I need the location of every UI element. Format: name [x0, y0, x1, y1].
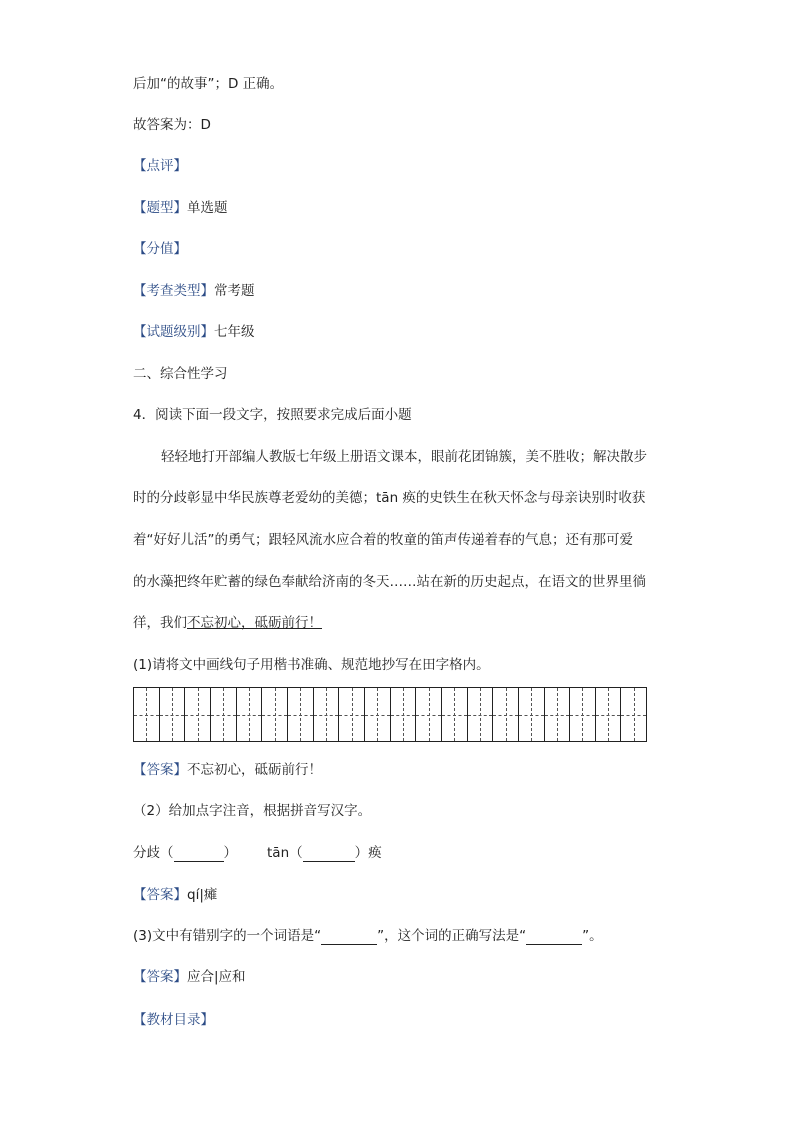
grid-guide-vertical: [506, 688, 507, 741]
passage-line: [133, 614, 663, 632]
answer-2-line: [133, 886, 217, 904]
item-text: 分歧（: [133, 845, 174, 861]
answer-value: 应合|应和: [187, 969, 246, 985]
grid-cell[interactable]: [185, 688, 211, 741]
grid-cell[interactable]: [442, 688, 468, 741]
passage-line: 的水藻把终年贮蓄的绿色奉献给济南的冬天……站在新的历史起点，在语文的世界里徜: [133, 574, 646, 590]
grid-cell[interactable]: [160, 688, 186, 741]
grid-cell[interactable]: [262, 688, 288, 741]
answer-3-line: [133, 968, 246, 986]
answer-blank[interactable]: [303, 847, 355, 862]
item-text: tān（: [267, 845, 303, 861]
grid-guide-vertical: [582, 688, 583, 741]
grid-cell[interactable]: [237, 688, 263, 741]
grid-guide-vertical: [275, 688, 276, 741]
answer-label: 【答案】: [133, 887, 187, 903]
grid-guide-vertical: [454, 688, 455, 741]
subquestion-3-prompt: [133, 927, 603, 945]
grid-cell[interactable]: [391, 688, 417, 741]
exam-type-line: [133, 282, 255, 300]
exam-type-label: 【考查类型】: [133, 283, 214, 299]
grid-guide-vertical: [300, 688, 301, 741]
passage-line: 着“好好儿活”的勇气；跟轻风流水应合着的牧童的笛声传递着春的气息；还有那可爱: [133, 532, 633, 548]
grid-guide-vertical: [480, 688, 481, 741]
item-text: ）: [223, 845, 237, 861]
grid-cell[interactable]: [570, 688, 596, 741]
passage-text: 徉，我们: [133, 615, 187, 631]
question-type-line: [133, 199, 228, 217]
grid-cell[interactable]: [621, 688, 646, 741]
answer-label: 【答案】: [133, 969, 187, 985]
grid-cell[interactable]: [468, 688, 494, 741]
grid-guide-vertical: [403, 688, 404, 741]
answer-value: qí|瘫: [187, 887, 218, 903]
answer-label: 【答案】: [133, 762, 187, 778]
grid-guide-vertical: [557, 688, 558, 741]
section-heading: 二、综合性学习: [133, 366, 228, 382]
underlined-sentence: 不忘初心，砥砺前行！: [187, 615, 322, 631]
grid-guide-vertical: [326, 688, 327, 741]
passage-line: 时的分歧彰显中华民族尊老爱幼的美德；tān 痪的史铁生在秋天怀念与母亲诀别时收获: [133, 490, 646, 506]
grid-guide-vertical: [223, 688, 224, 741]
question-4-heading: 4．阅读下面一段文字，按照要求完成后面小题: [133, 407, 412, 423]
tianzi-grid: [133, 687, 647, 742]
grid-cell[interactable]: [519, 688, 545, 741]
grid-guide-vertical: [172, 688, 173, 741]
answer-1-line: [133, 761, 322, 779]
answer-blank[interactable]: [526, 930, 582, 945]
level-line: [133, 323, 255, 341]
prompt-text: (3)文中有错别字的一个词语是“: [133, 928, 322, 944]
grid-cell[interactable]: [314, 688, 340, 741]
grid-guide-vertical: [198, 688, 199, 741]
prompt-text: ”，这个词的正确写法是“: [377, 928, 527, 944]
subquestion-2-items: [133, 844, 382, 862]
grid-guide-vertical: [608, 688, 609, 741]
passage-line: 轻轻地打开部编人教版七年级上册语文课本，眼前花团锦簇，美不胜收；解决散步: [161, 449, 647, 465]
level-value: 七年级: [214, 324, 255, 340]
grid-cell[interactable]: [339, 688, 365, 741]
exam-type-value: 常考题: [214, 283, 255, 299]
subquestion-1-prompt: (1)请将文中画线句子用楷书准确、规范地抄写在田字格内。: [133, 657, 490, 673]
subquestion-2-prompt: （2）给加点字注音，根据拼音写汉字。: [133, 803, 372, 819]
grid-guide-vertical: [146, 688, 147, 741]
question-type-label: 【题型】: [133, 200, 187, 216]
item-text: ）痪: [354, 845, 382, 861]
level-label: 【试题级别】: [133, 324, 214, 340]
answer-blank[interactable]: [174, 847, 224, 862]
answer-value: 不忘初心，砥砺前行！: [187, 762, 322, 778]
text-line: 后加“的故事”；D 正确。: [133, 76, 284, 92]
grid-guide-vertical: [249, 688, 250, 741]
grid-cell[interactable]: [493, 688, 519, 741]
grid-cell[interactable]: [416, 688, 442, 741]
textbook-catalog-label: 【教材目录】: [133, 1012, 214, 1028]
grid-cell[interactable]: [288, 688, 314, 741]
comment-label: 【点评】: [133, 158, 187, 174]
grid-guide-vertical: [377, 688, 378, 741]
grid-guide-vertical: [634, 688, 635, 741]
text-line: 故答案为：D: [133, 117, 211, 133]
grid-cell[interactable]: [365, 688, 391, 741]
prompt-text: ”。: [582, 928, 603, 944]
grid-guide-vertical: [531, 688, 532, 741]
question-type-value: 单选题: [187, 200, 228, 216]
grid-guide-vertical: [429, 688, 430, 741]
grid-cell[interactable]: [211, 688, 237, 741]
grid-cell[interactable]: [545, 688, 571, 741]
answer-blank[interactable]: [321, 930, 377, 945]
grid-guide-vertical: [352, 688, 353, 741]
grid-cell[interactable]: [596, 688, 622, 741]
grid-cell[interactable]: [134, 688, 160, 741]
score-label: 【分值】: [133, 241, 187, 257]
